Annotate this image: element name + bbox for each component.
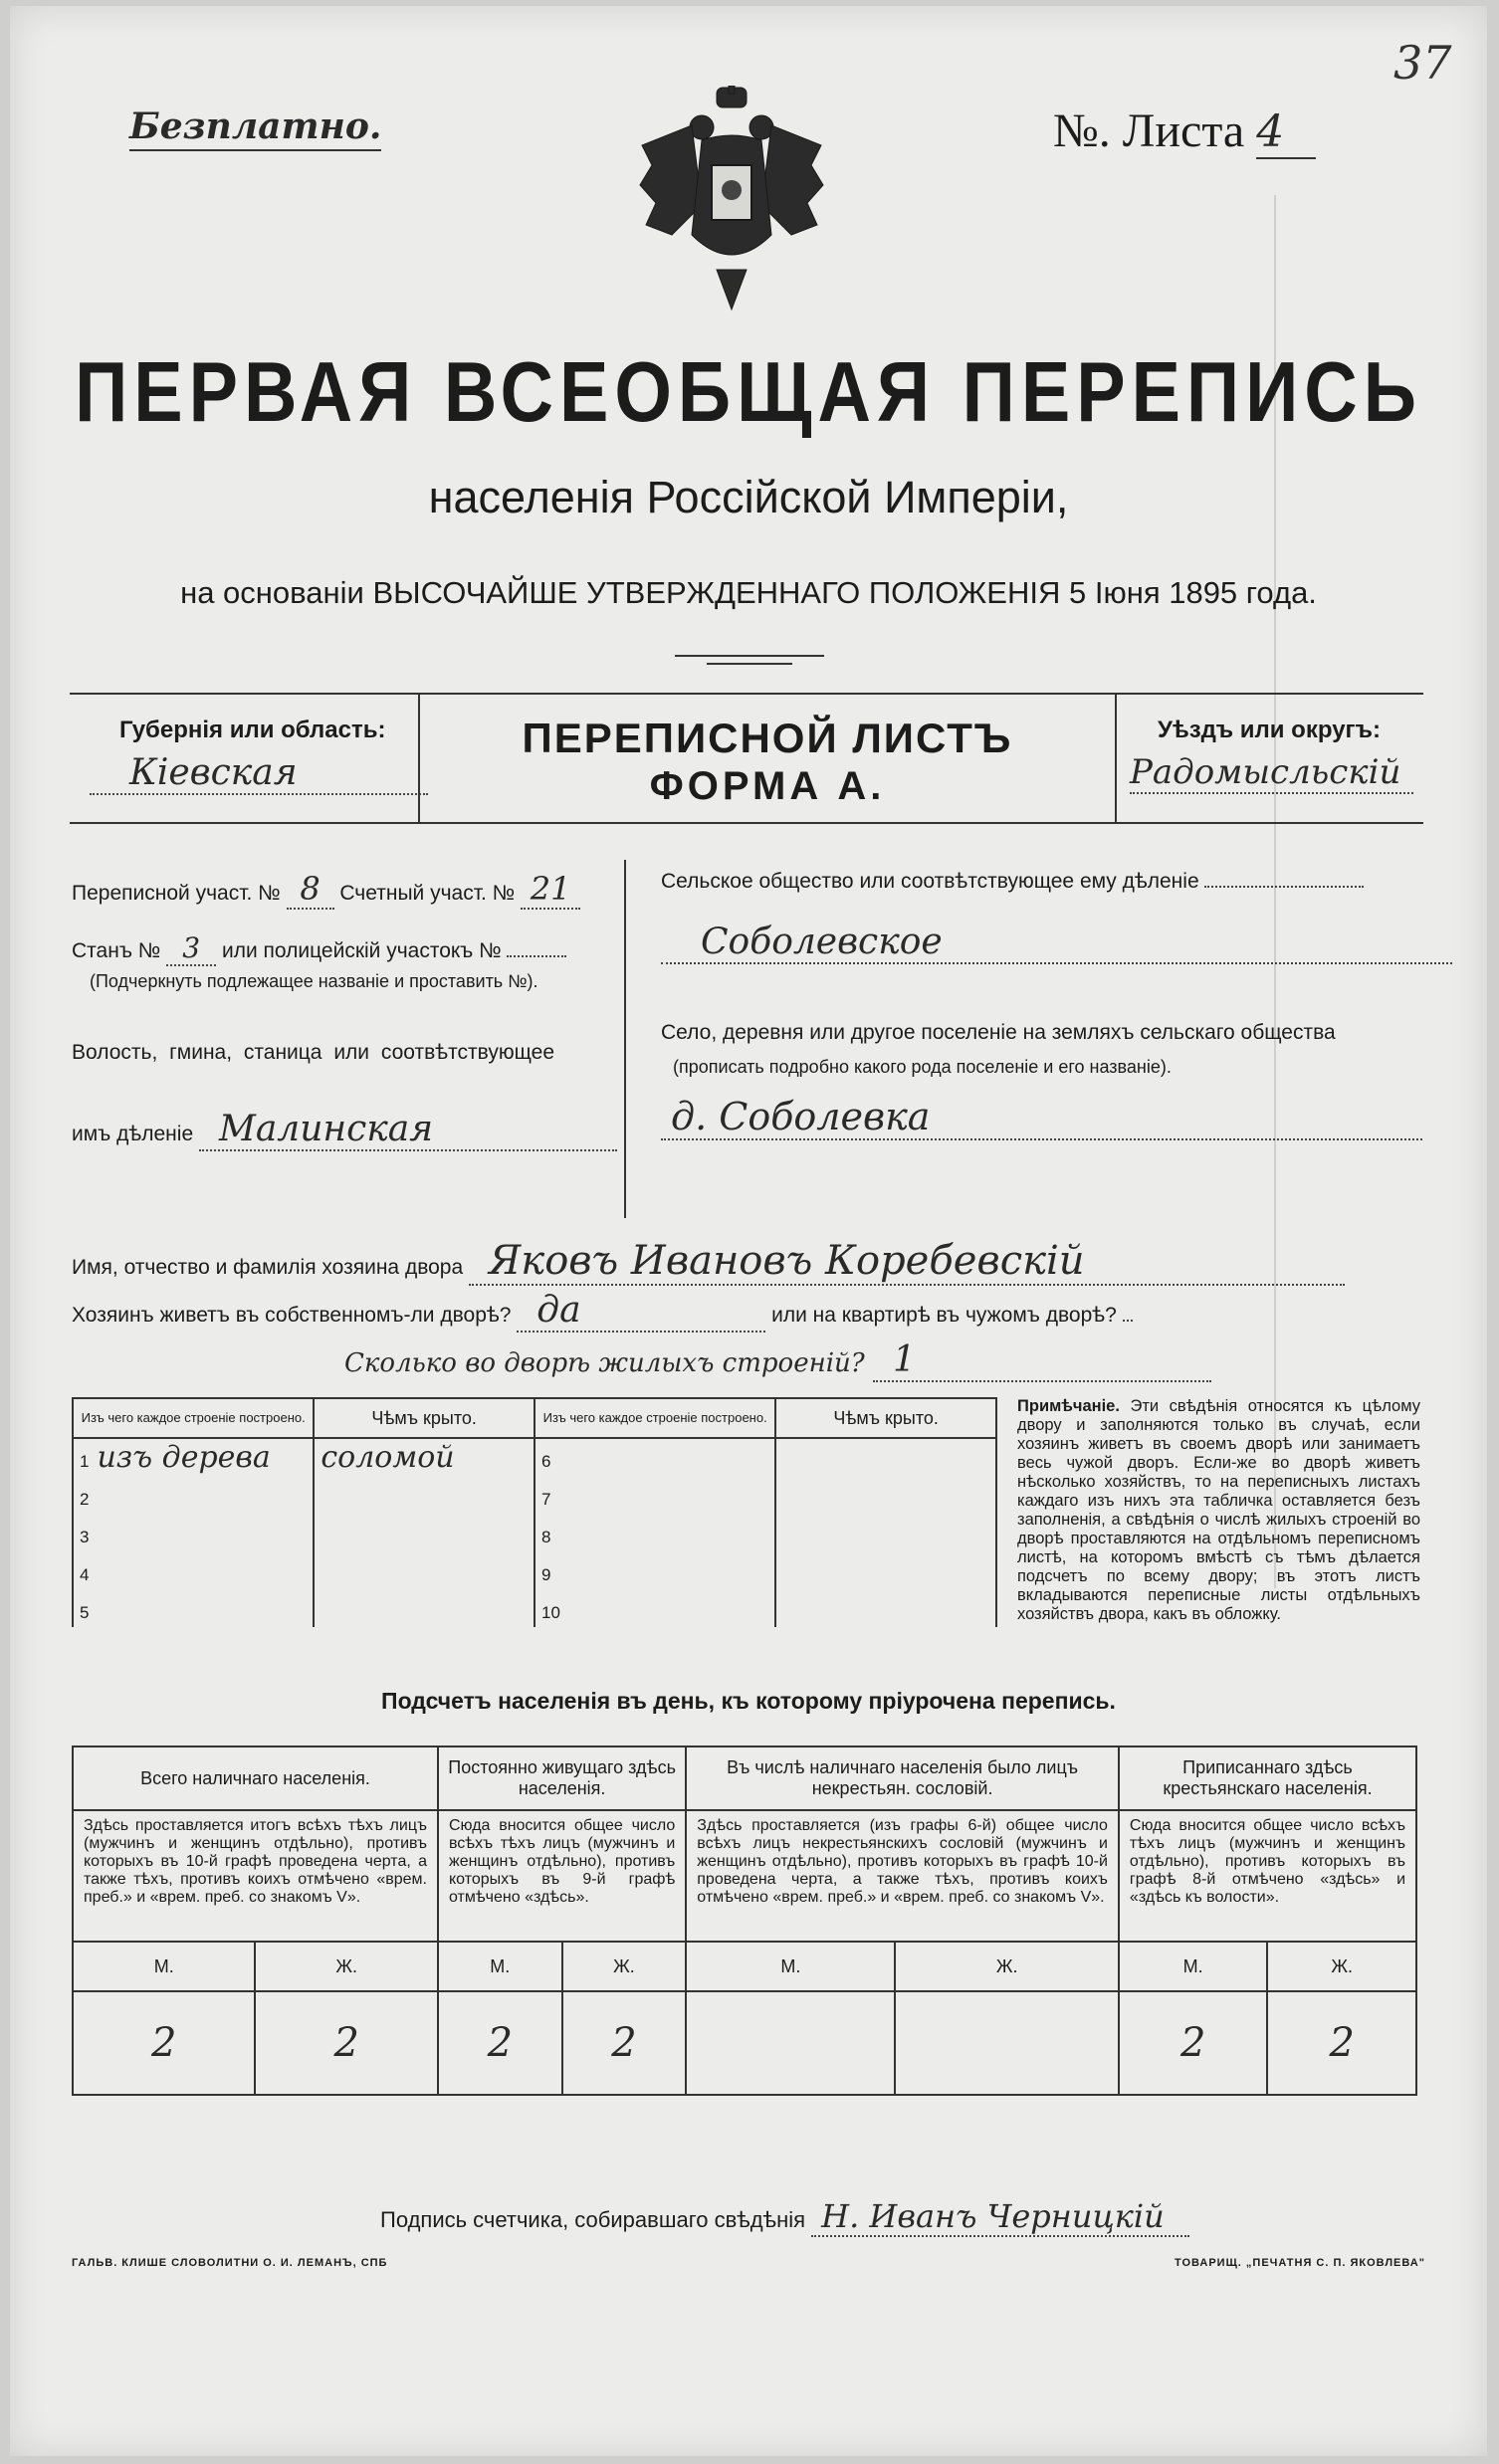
count-section-desc: Сюда вносится общее число всѣхъ тѣхъ лицъ (мужчинъ и женщинъ отдѣльно), противъ которыхъ въ 9-й графѣ отмѣчено «здѣсь». — [438, 1810, 686, 1942]
owner-name-row: Имя, отчество и фамилія хозяина двора Яковъ Ивановъ Коребевскій — [72, 1238, 1345, 1286]
owner-own-field[interactable]: да — [517, 1290, 765, 1333]
census-sheet — [10, 6, 1487, 2456]
row-number: 5 — [80, 1602, 90, 1622]
male-count-cell[interactable] — [686, 1991, 895, 2095]
row-number: 4 — [80, 1564, 90, 1584]
col-roof-head-2: Чѣмъ крыто. — [775, 1398, 996, 1438]
buildings-row: Сколько во дворѣ жилыхъ строеній? 1 — [344, 1339, 1211, 1382]
count-title: Подсчетъ населенія въ день, къ которому пріурочена перепись. — [381, 1688, 1116, 1714]
building-material-cell[interactable] — [73, 1589, 314, 1627]
legal-basis: на основаніи ВЫСОЧАЙШЕ УТВЕРЖДЕННАГО ПОЛОЖЕНІЯ 5 Іюня 1895 года. — [180, 575, 1317, 610]
male-label: М. — [686, 1942, 895, 1991]
building-material-cell[interactable] — [535, 1551, 775, 1589]
buildings-row — [73, 1438, 996, 1476]
buildings-row — [73, 1514, 996, 1551]
uchastok-row: Переписной участ. № 8 Счетный участ. № 21 — [72, 870, 580, 910]
building-material-cell[interactable] — [535, 1514, 775, 1551]
building-roof-cell[interactable] — [314, 1514, 535, 1551]
building-value: соломой — [321, 1440, 455, 1475]
building-roof-cell[interactable] — [775, 1551, 996, 1589]
female-label: Ж. — [255, 1942, 438, 1991]
ornament-divider-2 — [707, 663, 792, 665]
village-label: Село, деревня или другое поселеніе на земляхъ сельскаго общества — [661, 1021, 1336, 1044]
row-number: 1 — [80, 1452, 90, 1471]
gubernia-label: Губернія или область: — [119, 717, 386, 743]
building-material-cell[interactable] — [535, 1589, 775, 1627]
stan-note: (Подчеркнуть подлежащее названіе и проставить №). — [90, 971, 538, 991]
male-label: М. — [1119, 1942, 1268, 1991]
female-label: Ж. — [895, 1942, 1118, 1991]
building-material-cell[interactable] — [73, 1551, 314, 1589]
female-label: Ж. — [562, 1942, 687, 1991]
volost-field[interactable]: Малинская — [199, 1109, 617, 1151]
building-roof-cell[interactable] — [314, 1551, 535, 1589]
sheet-number-value: 4 — [1256, 106, 1316, 159]
col-material-head: Изъ чего каждое строеніе построено. — [73, 1398, 314, 1438]
building-material-cell[interactable] — [535, 1438, 775, 1476]
signature-field[interactable]: Н. Иванъ Черницкій — [811, 2197, 1189, 2237]
female-count-cell[interactable]: 2 — [255, 1991, 438, 2095]
female-count-cell[interactable] — [895, 1991, 1118, 2095]
row-number: 7 — [540, 1489, 551, 1509]
male-count-cell[interactable]: 2 — [438, 1991, 562, 2095]
gubernia-field[interactable]: Кіевская — [90, 752, 428, 795]
form-title: ПЕРЕПИСНОЙ ЛИСТЪ — [522, 715, 1013, 761]
male-label: М. — [73, 1942, 255, 1991]
population-count-table — [72, 1745, 1417, 2096]
row-number: 3 — [80, 1527, 90, 1546]
male-count-cell[interactable]: 2 — [1119, 1991, 1268, 2095]
form-subtitle: ФОРМА А. — [649, 764, 886, 808]
buildings-table — [72, 1397, 997, 1627]
row-number: 9 — [540, 1564, 551, 1584]
schetny-field[interactable]: 21 — [521, 870, 580, 910]
village-note: (прописать подробно какого рода поселеніе и его названіе). — [673, 1057, 1172, 1077]
volost-row: имъ дѣленіе Малинская — [72, 1109, 617, 1151]
building-material-cell[interactable] — [73, 1514, 314, 1551]
free-label: Безплатно. — [129, 105, 381, 151]
buildings-field[interactable]: 1 — [873, 1339, 1211, 1382]
buildings-row — [73, 1551, 996, 1589]
count-section-head: Постоянно живущаго здѣсь населенія. — [438, 1746, 686, 1810]
row-number: 6 — [540, 1452, 551, 1471]
archive-number: 37 — [1393, 36, 1452, 90]
page-title: ПЕРВАЯ ВСЕОБЩАЯ ПЕРЕПИСЬ — [75, 343, 1422, 440]
column-divider — [624, 860, 626, 1218]
count-section-desc: Здѣсь проставляется (изъ графы 6-й) общее число всѣхъ лицъ некрестьянскихъ сословій (мужчинъ и женщинъ отдѣльно), противъ которыхъ въ графѣ 10-й проведена черта, а также тѣхъ, противъ коихъ отмѣчено «врем. преб.» и «врем. преб. со знакомъ V». — [686, 1810, 1119, 1942]
count-section-head: Всего наличнаго населенія. — [73, 1746, 438, 1810]
society-row: Сельское общество или соотвѣтствующее ему дѣленіе — [661, 870, 1364, 894]
building-material-cell[interactable] — [73, 1438, 314, 1476]
female-count-cell[interactable]: 2 — [1267, 1991, 1416, 2095]
col-roof-head: Чѣмъ крыто. — [314, 1398, 535, 1438]
building-roof-cell[interactable] — [314, 1589, 535, 1627]
footer-right: ТОВАРИЩ. „ПЕЧАТНЯ С. П. ЯКОВЛЕВА" — [1175, 2257, 1425, 2269]
row-number: 10 — [540, 1602, 560, 1622]
society-field[interactable]: Соболевское — [661, 922, 1452, 964]
row-number: 2 — [80, 1489, 90, 1509]
signature-row: Подпись счетчика, собиравшаго свѣдѣнія Н. Иванъ Черницкій — [380, 2197, 1189, 2237]
remark: Примѣчаніе. Эти свѣдѣнія относятся къ цѣлому двору и заполняются только въ случаѣ, если хозяинъ живетъ въ своемъ дворѣ или занимаетъ весь чужой дворъ. Если-же во дворѣ живетъ нѣсколько хозяйствъ, то на переписныхъ листахъ каждаго изъ нихъ эта табличка оставляется безъ заполненія, а свѣдѣнія о числѣ жилыхъ строеній во дворѣ проставляются на отдѣльномъ переписномъ листѣ, на которомъ вмѣстѣ съ тѣмъ дѣлается подсчетъ по всему двору; въ этотъ листъ вкладываются переписные листы отдѣльныхъ хозяйствъ двора, какъ въ обложку. — [1017, 1397, 1420, 1623]
police-field[interactable] — [507, 955, 566, 957]
building-roof-cell[interactable] — [775, 1476, 996, 1514]
count-section-desc: Сюда вносится общее число всѣхъ тѣхъ лицъ (мужчинъ и женщинъ отдѣльно), противъ которыхъ въ графѣ 8-й отмѣчено «здѣсь» и «здѣсь къ волости». — [1119, 1810, 1416, 1942]
building-roof-cell[interactable] — [775, 1589, 996, 1627]
owner-name-field[interactable]: Яковъ Ивановъ Коребевскій — [469, 1238, 1345, 1286]
sheet-number-label: №. Листа 4 — [1053, 103, 1316, 159]
uezd-field[interactable]: Радомысльскій — [1130, 752, 1413, 794]
female-count-cell[interactable]: 2 — [562, 1991, 687, 2095]
header-box — [70, 693, 1423, 824]
ornament-divider — [675, 655, 824, 657]
building-roof-cell[interactable] — [314, 1476, 535, 1514]
footer-left: ГАЛЬВ. КЛИШЕ СЛОВОЛИТНИ О. И. ЛЕМАНЪ, СПБ — [72, 2257, 388, 2269]
count-section-head: Въ числѣ наличнаго населенія было лицъ некрестьян. сословій. — [686, 1746, 1119, 1810]
building-value: изъ дерева — [97, 1440, 271, 1475]
male-label: М. — [438, 1942, 562, 1991]
uchastok-field[interactable]: 8 — [287, 870, 334, 910]
page-subtitle: населенія Россійской Имперіи, — [428, 472, 1069, 522]
buildings-row — [73, 1476, 996, 1514]
building-material-cell[interactable] — [535, 1476, 775, 1514]
owner-own-row: Хозяинъ живетъ въ собственномъ-ли дворѣ? да или на квартирѣ въ чужомъ дворѣ? — [72, 1290, 1133, 1333]
count-section-head: Приписаннаго здѣсь крестьянскаго населенія. — [1119, 1746, 1416, 1810]
female-label: Ж. — [1267, 1942, 1416, 1991]
building-roof-cell[interactable] — [314, 1438, 535, 1476]
uezd-label: Уѣздъ или округъ: — [1157, 717, 1382, 743]
row-number: 8 — [540, 1527, 551, 1546]
volost-label: Волость, гмина, станица или соотвѣтствующее — [72, 1041, 554, 1064]
stan-field[interactable]: 3 — [166, 931, 216, 966]
building-roof-cell[interactable] — [775, 1438, 996, 1476]
owner-rent-field[interactable] — [1123, 1320, 1133, 1322]
male-count-cell[interactable]: 2 — [73, 1991, 255, 2095]
building-material-cell[interactable] — [73, 1476, 314, 1514]
village-field[interactable]: д. Соболевка — [661, 1095, 1422, 1140]
col-material-head-2: Изъ чего каждое строеніе построено. — [535, 1398, 775, 1438]
buildings-row — [73, 1589, 996, 1627]
stan-row: Станъ № 3 или полицейскій участокъ № — [72, 931, 566, 966]
building-roof-cell[interactable] — [775, 1514, 996, 1551]
double-headed-eagle-emblem — [632, 86, 831, 314]
count-section-desc: Здѣсь проставляется итогъ всѣхъ тѣхъ лицъ (мужчинъ и женщинъ отдѣльно), противъ которыхъ въ 10-й графѣ проведена черта, а также тѣхъ, противъ коихъ отмѣчено «врем. преб.» и «врем. преб. со знакомъ V». — [73, 1810, 438, 1942]
